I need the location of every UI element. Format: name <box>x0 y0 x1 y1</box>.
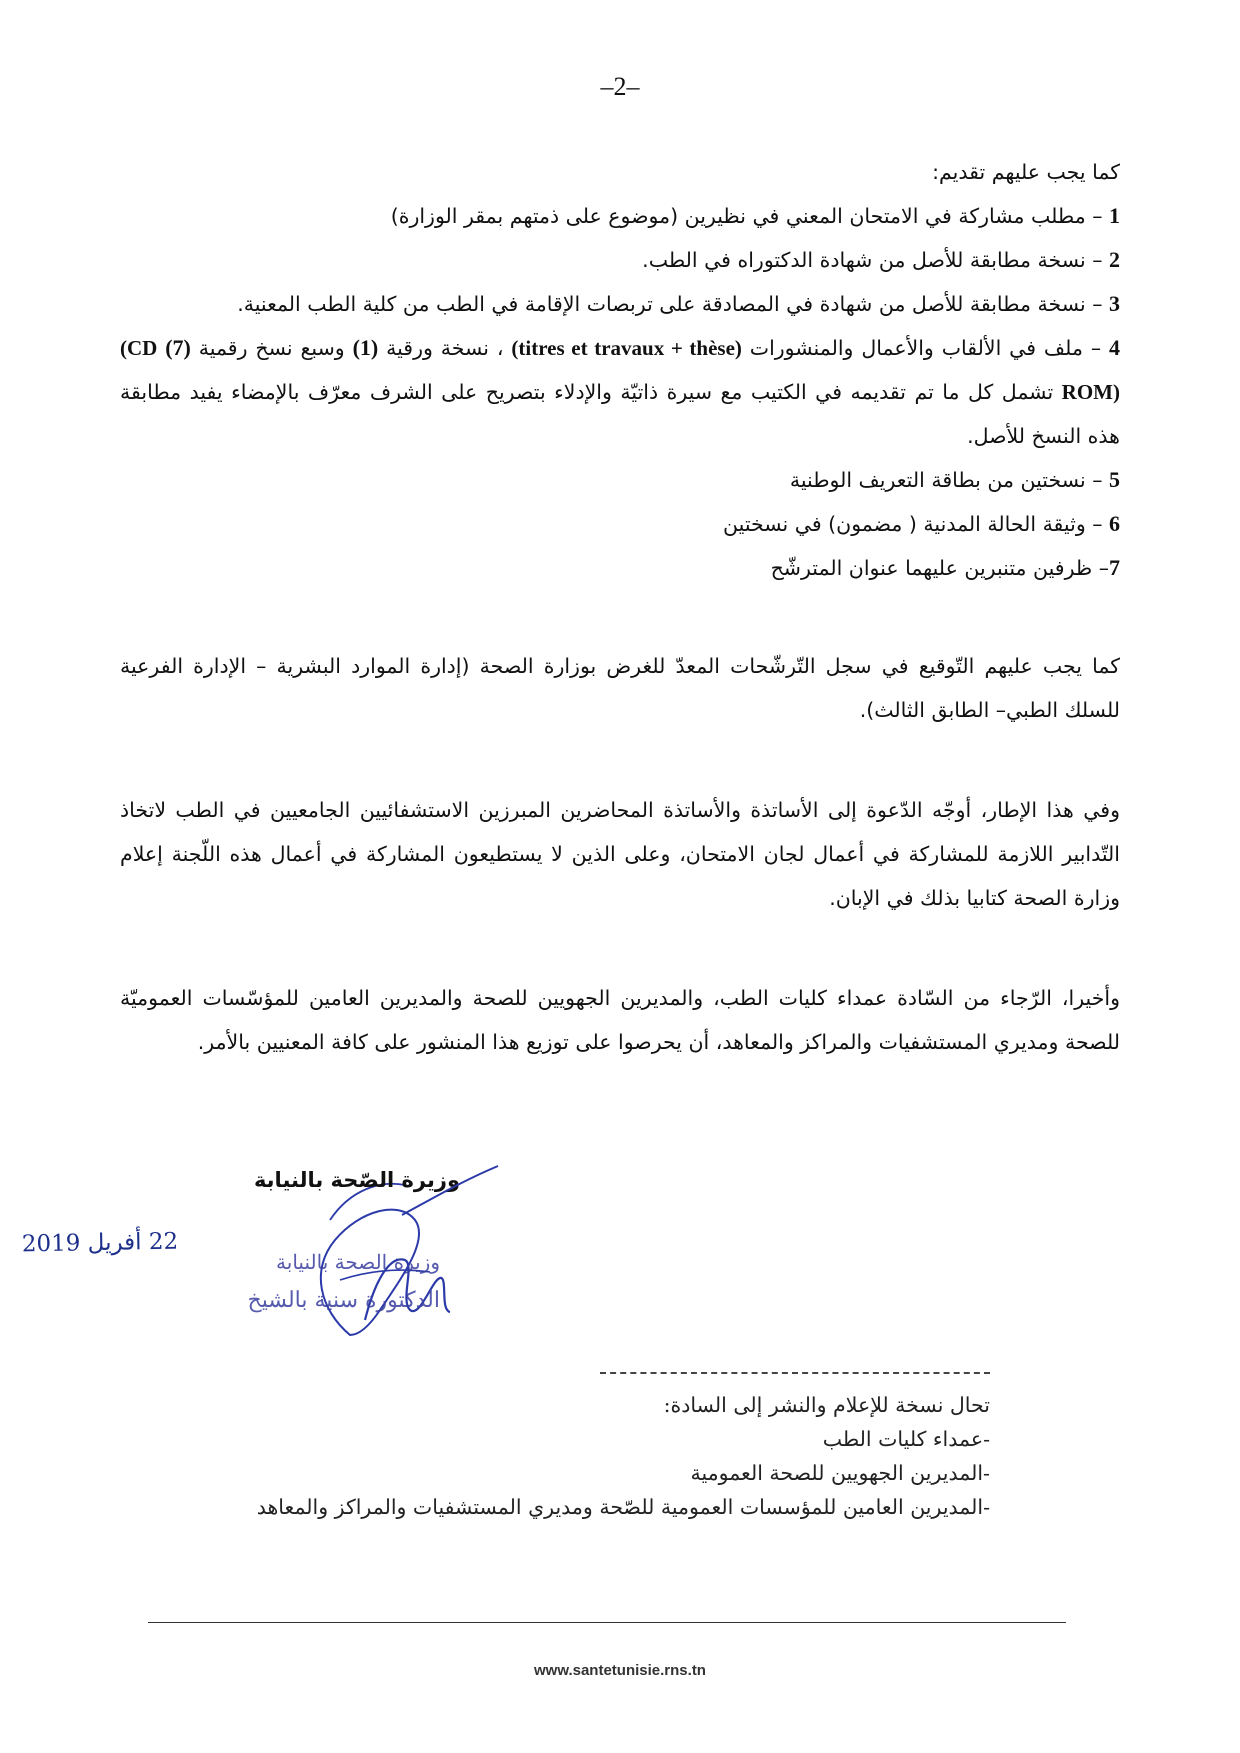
item-text: تشمل كل ما تم تقديمه في الكتيب مع سيرة ذاتيّة والإدلاء بتصريح على الشرف معرّف بالإمضاء يفيد مطابقة هذه النسخ للأصل. <box>120 380 1120 448</box>
signatory-title: وزيرة الصّحة بالنيابة <box>253 1168 460 1192</box>
register-paragraph: كما يجب عليهم التّوقيع في سجل التّرشّحات المعدّ للغرض بوزارة الصحة (إدارة الموارد البشرية – الإدارة الفرعية للسلك الطبي– الطابق الثالث). <box>120 654 1120 722</box>
list-item <box>120 238 1120 282</box>
date-stamp: 22 أفريل 2019 <box>21 1228 179 1258</box>
stamp-line: وزيرة الصحة بالنيابة <box>276 1250 440 1274</box>
item-text: – نسخة مطابقة للأصل من شهادة الدكتوراه في الطب. <box>642 248 1109 272</box>
item-text: ، نسخة ورقية <box>378 336 512 360</box>
invitation-paragraph: وفي هذا الإطار، أوجّه الدّعوة إلى الأساتذة والأساتذة المحاضرين المبرزين الاستشفائيين الجامعيين في الطب لاتخاذ التّدابير اللازمة للمشاركة في أعمال لجان الامتحان، وعلى الذين لا يستطيعون المشاركة في أعمال هذه اللّجنة إعلام وزارة الصحة كتابيا بذلك في الإبان. <box>120 798 1120 910</box>
titles-works-label: (titres et travaux + thèse) <box>511 336 742 360</box>
item-number: 5 <box>1109 467 1120 492</box>
list-item <box>120 546 1120 590</box>
letter-body <box>120 150 1120 1064</box>
list-item <box>120 326 1120 458</box>
list-item <box>120 282 1120 326</box>
item-text: وسبع نسخ رقمية <box>190 336 353 360</box>
item-text: – نسخة مطابقة للأصل من شهادة في المصادقة على تربصات الإقامة في الطب من كلية الطب المعنية. <box>237 292 1109 316</box>
item-number: 7 <box>1109 555 1120 580</box>
item-number: 1 <box>1109 203 1120 228</box>
item-number: 4 <box>1108 335 1120 360</box>
cd-rom-label: (CD ROM) <box>120 336 1120 404</box>
footer-website: www.santetunisie.rns.tn <box>534 1662 706 1679</box>
distribution-heading: تحال نسخة للإعلام والنشر إلى السادة: <box>663 1393 990 1417</box>
paper-copy-count: (1) <box>352 335 379 360</box>
item-text: – نسختين من بطاقة التعريف الوطنية <box>789 468 1109 492</box>
stamp-name: الدكتورة سنية بالشيخ <box>247 1288 440 1313</box>
footer-divider <box>148 1622 1066 1623</box>
page-number: –2– <box>600 72 640 101</box>
distribution-item: -المديرين العامين للمؤسسات العمومية للصّحة ومديري المستشفيات والمراكز والمعاهد <box>256 1495 990 1519</box>
requirements-list <box>120 194 1120 590</box>
list-item <box>120 194 1120 238</box>
item-text: – ملف في الألقاب والأعمال والمنشورات <box>741 336 1109 360</box>
item-text: – مطلب مشاركة في الامتحان المعني في نظيرين (موضوع على ذمتهم بمقر الوزارة) <box>390 204 1109 228</box>
dashed-separator <box>600 1372 990 1374</box>
list-item <box>120 458 1120 502</box>
closing-paragraph: وأخيرا، الرّجاء من السّادة عمداء كليات الطب، والمديرين الجهويين للصحة والمديرين العامين للمؤسّسات العموميّة للصحة ومديري المستشفيات والمراكز والمعاهد، أن يحرصوا على توزيع هذا المنشور على كافة المعنيين بالأمر. <box>120 986 1120 1054</box>
item-number: 6 <box>1109 511 1120 536</box>
distribution-list <box>200 1388 990 1524</box>
distribution-item: -عمداء كليات الطب <box>822 1427 990 1451</box>
item-number: 2 <box>1109 247 1120 272</box>
list-item <box>120 502 1120 546</box>
digital-copy-count: (7) <box>165 335 191 360</box>
item-number: 3 <box>1109 291 1120 316</box>
item-text: – ظرفين متنبرين عليهما عنوان المترشّح <box>770 556 1109 580</box>
requirements-intro: كما يجب عليهم تقديم: <box>932 160 1120 184</box>
item-text: – وثيقة الحالة المدنية ( مضمون) في نسختين <box>723 512 1109 536</box>
distribution-item: -المديرين الجهويين للصحة العمومية <box>690 1461 990 1485</box>
signature-stroke <box>400 1160 500 1220</box>
